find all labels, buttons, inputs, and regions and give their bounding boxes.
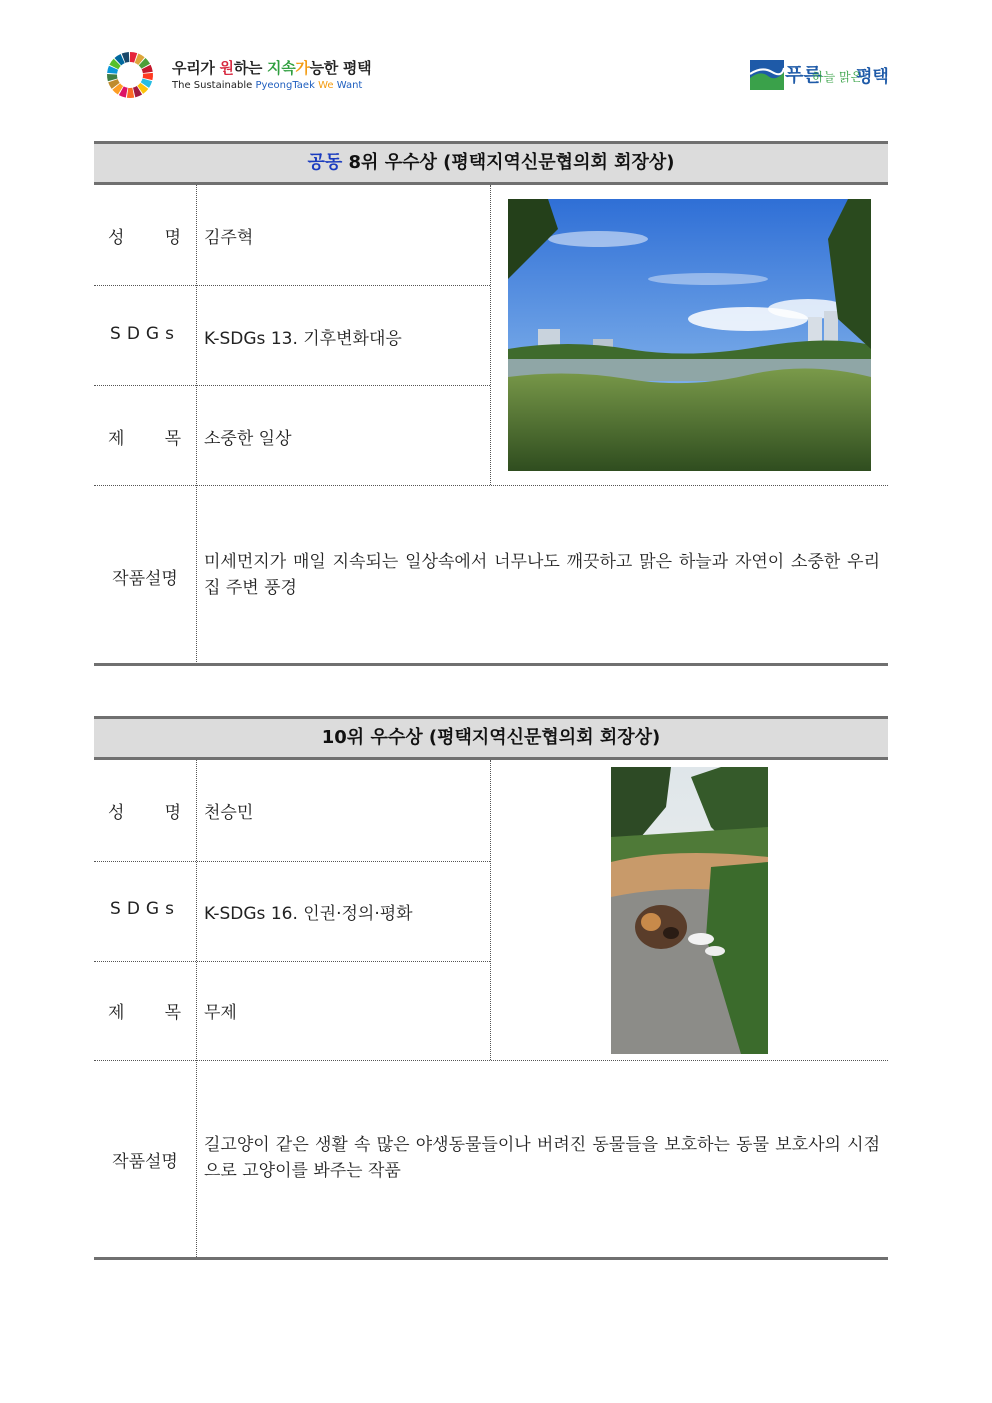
name-label: 성 명 [108,803,181,823]
sdgs-label: SDGs [110,899,180,919]
work-description: 미세먼지가 매일 지속되는 일상속에서 너무나도 깨끗하고 맑은 하늘과 자연이 소중한 우리집 주변 풍경 [204,552,880,598]
lake-landscape-photo [508,199,871,471]
award-entry-2 [94,716,888,1262]
subject-label: 제 목 [108,429,181,449]
description-label: 작품설명 [112,1152,178,1172]
work-title: 소중한 일상 [204,429,292,449]
row-divider [94,485,888,486]
column-divider [196,185,197,664]
author-name: 천승민 [204,803,254,823]
slogan-korean: 우리가 원하는 지속가능한 평택 [172,59,372,77]
sdg-wheel-segment [127,88,134,98]
column-divider [490,760,491,1060]
row-divider [94,285,196,286]
row-divider [94,961,490,962]
city-emblem-icon [750,60,784,90]
work-description: 길고양이 같은 생활 속 많은 야생동물들이나 버려진 동물들을 보호하는 동물 보호사의 시점으로 고양이를 봐주는 작품 [204,1135,880,1181]
sdgs-label: SDGs [110,324,180,344]
subject-label: 제 목 [108,1003,181,1023]
entry-title: 10위 우수상 (평택지역신문협의회 회장상) [94,716,888,760]
entry-bottom-rule [94,1257,888,1260]
row-divider [196,385,490,386]
entry-title: 공동 8위 우수상 (평택지역신문협의회 회장상) [94,141,888,185]
column-divider [490,185,491,485]
work-title: 무제 [204,1003,237,1023]
award-entry-1 [94,141,888,667]
sdgs-goal: K-SDGs 13. 기후변화대응 [204,329,402,349]
row-divider [196,285,490,286]
author-name: 김주혁 [204,228,254,248]
column-divider [196,760,197,1259]
description-label: 작품설명 [112,569,178,589]
entry-bottom-rule [94,663,888,666]
slogan-english: The Sustainable PyeongTaek We Want [172,80,363,91]
row-divider [94,861,490,862]
page-header [0,0,992,120]
pyeongtaek-city-logo: 푸른 하늘 맑은 평택 [750,58,890,92]
street-cat-photo [611,767,768,1054]
name-label: 성 명 [108,228,181,248]
row-divider [94,1060,888,1061]
sdg-wheel-icon [106,51,154,99]
row-divider [94,385,196,386]
sdgs-goal: K-SDGs 16. 인권·정의·평화 [204,904,413,924]
